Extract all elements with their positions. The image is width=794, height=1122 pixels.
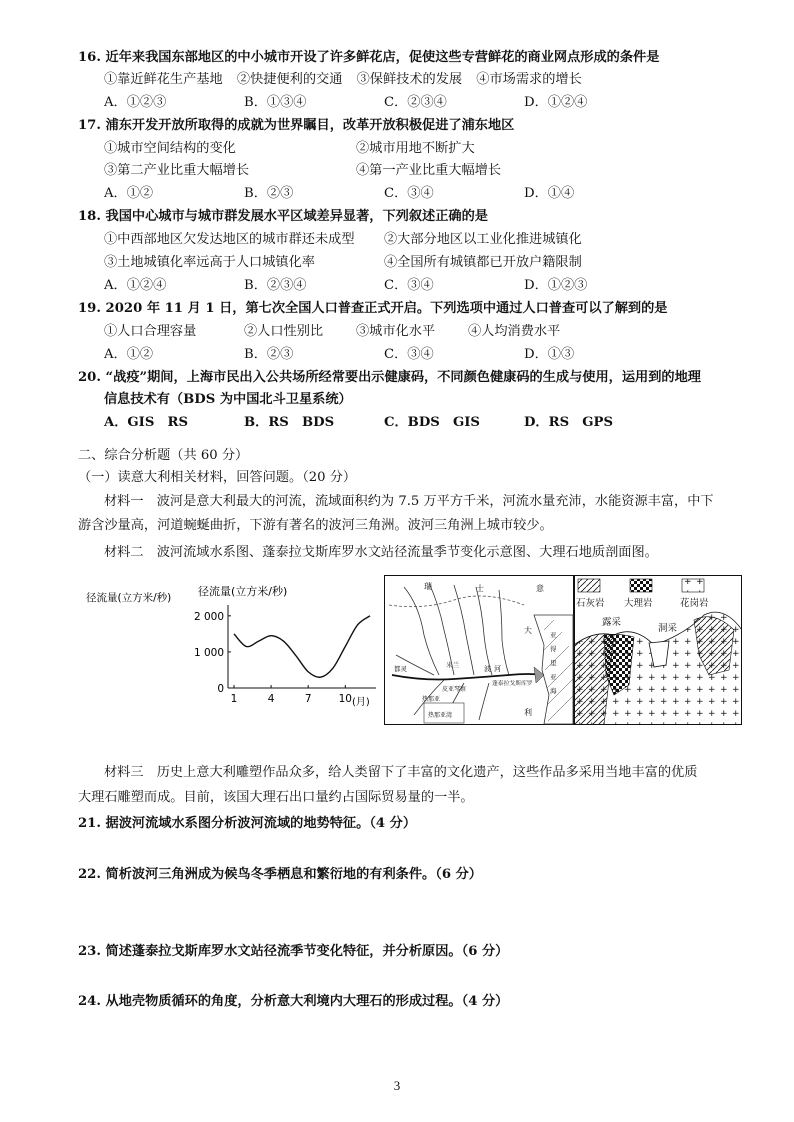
- section-subheading: （一）读意大利相关材料，回答问题。（20 分）: [78, 470, 357, 485]
- option-a[interactable]: A．①②: [104, 186, 154, 201]
- question-text: 从地壳物质循环的角度，分析意大利境内大理石的形成过程。（4 分）: [105, 994, 509, 1009]
- geology-svg: [574, 575, 742, 725]
- svg-text:波: 波: [484, 665, 491, 673]
- item: ①城市空间结构的变化: [104, 141, 236, 156]
- svg-text:意: 意: [536, 584, 544, 593]
- runoff-chart-svg: [82, 575, 382, 735]
- legend-marble: 大理岩: [624, 598, 653, 609]
- option-b[interactable]: B．RS BDS: [244, 415, 335, 430]
- svg-text:得: 得: [550, 645, 557, 653]
- svg-text:大: 大: [524, 626, 532, 635]
- option-b[interactable]: B．②③: [244, 347, 294, 362]
- item: ②大部分地区以工业化推进城镇化: [384, 232, 582, 247]
- question-24: [78, 993, 508, 1011]
- x-tick-label: 4: [267, 693, 275, 705]
- legend-limestone: 石灰岩: [576, 598, 605, 609]
- outer-ylabel: 径流量(立方米/秒): [86, 592, 172, 604]
- item: ③土地城镇化率远高于人口城镇化率: [104, 255, 315, 270]
- item: ④市场需求的增长: [476, 72, 582, 87]
- item: ②快捷便利的交通: [236, 72, 343, 87]
- material-1: 材料一 波河是意大利最大的河流，流域面积约为 7.5 万平方千米，河流水量充沛，水能资源丰富，中下: [104, 494, 714, 509]
- question-20: [78, 369, 701, 387]
- option-a[interactable]: A．GIS RS: [104, 415, 189, 430]
- item: ④第一产业比重大幅增长: [356, 163, 502, 178]
- option-d[interactable]: D．①④: [524, 186, 575, 201]
- question-18: [78, 208, 488, 226]
- item: ①人口合理容量: [104, 324, 197, 339]
- question-17: [78, 117, 514, 135]
- question-number: 18.: [78, 209, 101, 224]
- svg-text:皮亚琴察: 皮亚琴察: [442, 686, 467, 693]
- question-stem: 浦东开发开放所取得的成就为世界瞩目，改革开放积极促进了浦东地区: [105, 118, 515, 133]
- option-c[interactable]: C．BDS GIS: [384, 415, 480, 430]
- item: ①靠近鲜花生产基地: [104, 72, 223, 87]
- question-22: [78, 866, 482, 884]
- option-d[interactable]: D．①②③: [524, 278, 588, 293]
- question-number: 21.: [78, 816, 101, 831]
- question-number: 20.: [78, 370, 101, 385]
- svg-text:利: 利: [524, 708, 532, 717]
- svg-text:里: 里: [550, 659, 557, 667]
- chart-xlabel: (月): [352, 697, 370, 708]
- option-a[interactable]: A．①②: [104, 347, 154, 362]
- question-number: 19.: [78, 301, 101, 316]
- po-river-map: [384, 575, 574, 725]
- legend-granite-swatch: [682, 579, 704, 592]
- svg-text:亚: 亚: [550, 631, 557, 639]
- option-b[interactable]: B．②③: [244, 186, 294, 201]
- svg-text:都灵: 都灵: [394, 665, 407, 673]
- svg-text:米兰: 米兰: [446, 661, 459, 669]
- runoff-chart: [82, 575, 382, 735]
- item: ③第二产业比重大幅增长: [104, 163, 250, 178]
- svg-text:瑞: 瑞: [424, 582, 432, 591]
- item: ③城市化水平: [356, 324, 436, 339]
- question-23: [78, 943, 508, 961]
- svg-text:热那亚: 热那亚: [422, 696, 441, 703]
- option-b[interactable]: B．①③④: [244, 95, 307, 110]
- po-river-map-svg: [384, 575, 574, 725]
- question-19: [78, 300, 667, 318]
- question-text: 简析波河三角洲成为候鸟冬季栖息和繁衍地的有利条件。（6 分）: [105, 867, 482, 882]
- material-3-continued: 大理石雕塑而成。目前，该国大理石出口量约占国际贸易量的一半。: [78, 790, 474, 805]
- legend-marble-swatch: [630, 579, 652, 592]
- question-stem: 2020 年 11 月 1 日，第七次全国人口普查正式开启。下列选项中通过人口普查可以了解到的是: [105, 301, 668, 316]
- question-16: [78, 49, 659, 67]
- option-b[interactable]: B．②③④: [244, 278, 307, 293]
- label-open-pit: 露采: [602, 617, 622, 628]
- svg-text:亚: 亚: [550, 673, 557, 681]
- chart-ylabel: 径流量(立方米/秒): [198, 585, 288, 598]
- question-21: [78, 815, 416, 833]
- y-tick-label: 2 000: [193, 610, 224, 623]
- question-stem-continued: 信息技术有（BDS 为中国北斗卫星系统）: [104, 392, 352, 407]
- option-d[interactable]: D．①③: [524, 347, 575, 362]
- legend-limestone-swatch: [578, 579, 600, 592]
- question-number: 16.: [78, 50, 101, 65]
- y-tick-label: 0: [217, 683, 224, 695]
- option-c[interactable]: C．②③④: [384, 95, 447, 110]
- option-c[interactable]: C．③④: [384, 278, 434, 293]
- question-number: 22.: [78, 867, 101, 882]
- svg-text:河: 河: [494, 665, 501, 673]
- item: ①中西部地区欠发达地区的城市群还未成型: [104, 232, 355, 247]
- option-a[interactable]: A．①②④: [104, 278, 167, 293]
- svg-text:热那亚湾: 热那亚湾: [428, 712, 453, 719]
- x-tick-label: 1: [230, 693, 238, 705]
- option-a[interactable]: A．①②③: [104, 95, 167, 110]
- option-c[interactable]: C．③④: [384, 347, 434, 362]
- marble-geology-profile: [574, 575, 742, 725]
- question-number: 24.: [78, 994, 101, 1009]
- x-tick-label: 10: [338, 693, 352, 705]
- question-number: 23.: [78, 944, 101, 959]
- item: ②城市用地不断扩大: [356, 141, 475, 156]
- material-1-continued: 游含沙量高，河道蜿蜒曲折，下游有著名的波河三角洲。波河三角洲上城市较少。: [78, 518, 553, 533]
- page-number: 3: [393, 1078, 401, 1093]
- item: ③保鲜技术的发展: [356, 72, 463, 87]
- x-tick-label: 7: [304, 693, 312, 705]
- material-3: 材料三 历史上意大利雕塑作品众多，给人类留下了丰富的文化遗产，这些作品多采用当地丰富的优质: [104, 765, 698, 780]
- question-text: 简述蓬泰拉戈斯库罗水文站径流季节变化特征，并分析原因。（6 分）: [105, 944, 509, 959]
- section-heading: 二、综合分析题（共 60 分）: [78, 448, 249, 463]
- svg-text:士: 士: [476, 584, 484, 593]
- y-ticks: [194, 611, 231, 695]
- question-stem: 我国中心城市与城市群发展水平区域差异显著，下列叙述正确的是: [105, 209, 488, 224]
- question-stem: 近年来我国东部地区的中小城市开设了许多鲜花店，促使这些专营鲜花的商业网点形成的条件是: [105, 50, 660, 65]
- question-number: 17.: [78, 118, 101, 133]
- item: ④全国所有城镇都已开放户籍限制: [384, 255, 582, 270]
- svg-text:蓬泰拉戈斯库罗: 蓬泰拉戈斯库罗: [492, 681, 533, 687]
- option-d[interactable]: D．①②④: [524, 95, 588, 110]
- y-tick-label: 1 000: [193, 646, 224, 659]
- option-d[interactable]: D．RS GPS: [524, 415, 613, 430]
- item: ②人口性别比: [244, 324, 324, 339]
- runoff-series-line: [234, 616, 370, 677]
- option-c[interactable]: C．③④: [384, 186, 434, 201]
- question-stem: “战疫”期间，上海市民出入公共场所经常要出示健康码，不同颜色健康码的生成与使用，运用到的地理: [105, 370, 701, 385]
- svg-text:海: 海: [550, 687, 557, 695]
- material-2: 材料二 波河流域水系图、蓬泰拉戈斯库罗水文站径流量季节变化示意图、大理石地质剖面图。: [104, 545, 658, 560]
- legend-granite: 花岗岩: [680, 598, 709, 609]
- item: ④人均消费水平: [468, 324, 561, 339]
- question-16-items: [104, 71, 582, 89]
- label-underground: 洞采: [658, 623, 678, 634]
- question-text: 据波河流域水系图分析波河流域的地势特征。（4 分）: [105, 816, 417, 831]
